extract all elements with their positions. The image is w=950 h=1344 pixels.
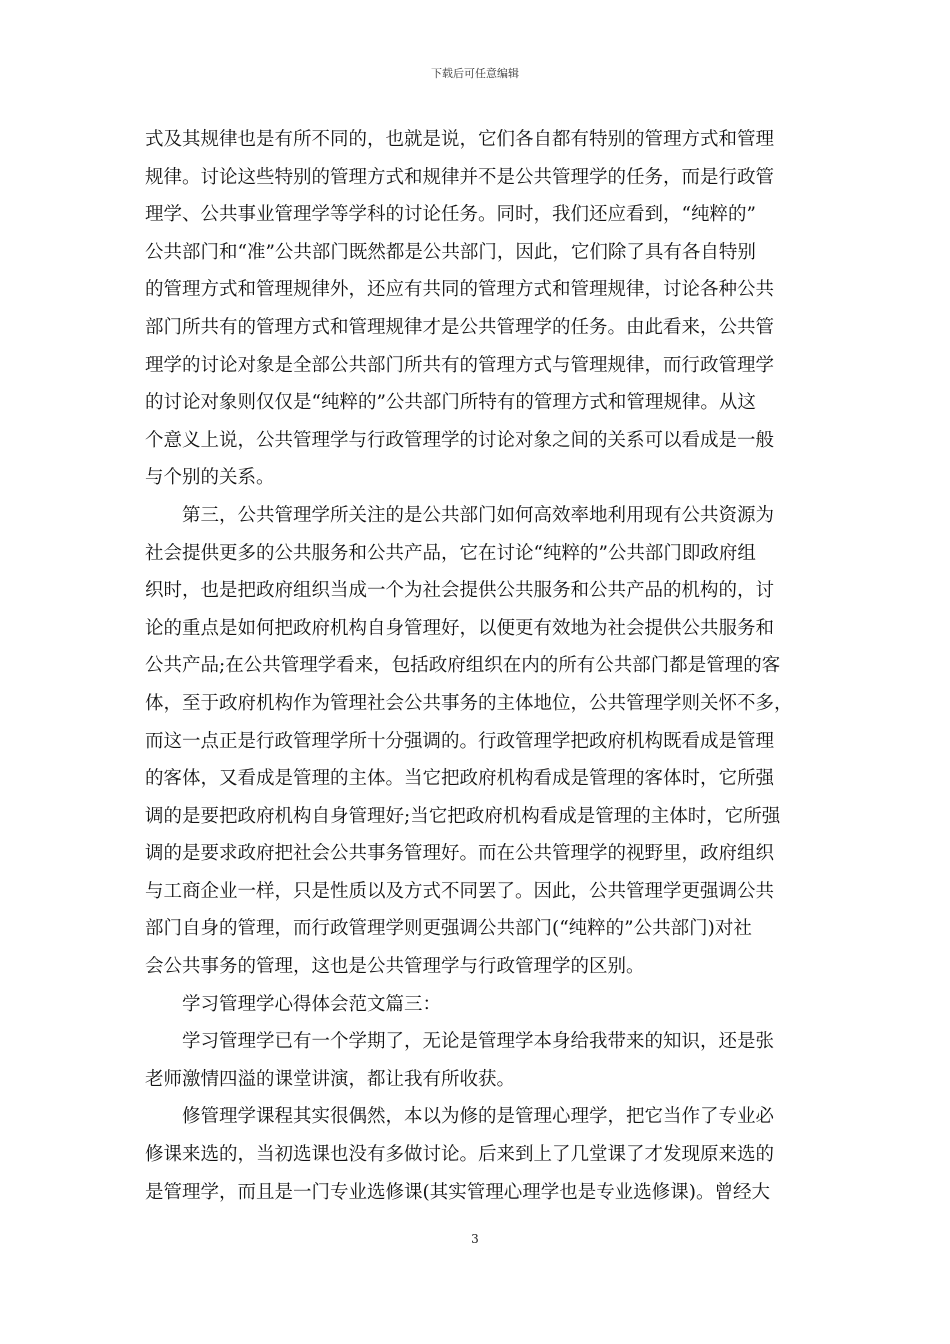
text-line: 而这一点正是行政管理学所十分强调的。行政管理学把政府机构既看成是管理 (145, 730, 775, 752)
text-line: 部门自身的管理，而行政管理学则更强调公共部门(“纯粹的”公共部门)对社 (145, 918, 752, 940)
text-line: 老师激情四溢的课堂讲演，都让我有所收获。 (145, 1068, 516, 1090)
text-line: 部门所共有的管理方式和管理规律才是公共管理学的任务。由此看来，公共管 (145, 316, 775, 338)
text-line: 会公共事务的管理，这也是公共管理学与行政管理学的区别。 (145, 956, 645, 978)
text-line: 与个别的关系。 (145, 467, 275, 489)
text-line: 修课来选的，当初选课也没有多做讨论。后来到上了几堂课了才发现原来选的 (145, 1144, 775, 1166)
section-heading (145, 986, 808, 1024)
text-line: 织时，也是把政府组织当成一个为社会提供公共服务和公共产品的机构的，讨 (145, 580, 775, 602)
text-line: 学习管理学已有一个学期了，无论是管理学本身给我带来的知识，还是张 (182, 1031, 775, 1053)
text-line: 与工商企业一样，只是性质以及方式不同罢了。因此，公共管理学更强调公共 (145, 880, 775, 902)
text-line: 第三，公共管理学所关注的是公共部门如何高效率地利用现有公共资源为 (182, 504, 775, 526)
page-header: 下载后可任意编辑 (431, 67, 519, 80)
text-line: 的管理方式和管理规律外，还应有共同的管理方式和管理规律，讨论各种公共 (145, 279, 775, 301)
text-line: 公共部门和“准”公共部门既然都是公共部门，因此，它们除了具有各自特别 (145, 241, 756, 263)
text-line: 论的重点是如何把政府机构自身管理好，以便更有效地为社会提供公共服务和 (145, 617, 775, 639)
text-line: 社会提供更多的公共服务和公共产品，它在讨论“纯粹的”公共部门即政府组 (145, 542, 756, 564)
text-line: 个意义上说，公共管理学与行政管理学的讨论对象之间的关系可以看成是一般 (145, 429, 775, 451)
page-number: 3 (471, 1232, 479, 1246)
text-line: 公共产品;在公共管理学看来，包括政府组织在内的所有公共部门都是管理的客 (145, 655, 781, 677)
paragraph-1 (145, 121, 808, 497)
text-line: 理学的讨论对象是全部公共部门所共有的管理方式与管理规律，而行政管理学 (145, 354, 775, 376)
text-line: 的客体，又看成是管理的主体。当它把政府机构看成是管理的客体时，它所强 (145, 768, 775, 790)
text-line: 是管理学，而且是一门专业选修课(其实管理心理学也是专业选修课)。曾经大 (145, 1181, 770, 1203)
text-line: 体，至于政府机构作为管理社会公共事务的主体地位，公共管理学则关怀不多， (145, 692, 793, 714)
paragraph-4 (145, 1098, 808, 1211)
text-line: 修管理学课程其实很偶然，本以为修的是管理心理学，把它当作了专业必 (182, 1106, 775, 1128)
text-line: 式及其规律也是有所不同的，也就是说，它们各自都有特别的管理方式和管理 (145, 129, 775, 150)
paragraph-3 (145, 1023, 808, 1098)
text-line: 调的是要把政府机构自身管理好;当它把政府机构看成是管理的主体时，它所强 (145, 805, 781, 827)
text-line: 理学、公共事业管理学等学科的讨论任务。同时，我们还应看到，“纯粹的” (145, 204, 756, 226)
text-line: 的讨论对象则仅仅是“纯粹的”公共部门所特有的管理方式和管理规律。从这 (145, 392, 756, 414)
text-line: 学习管理学心得体会范文篇三： (182, 993, 442, 1015)
document-body (145, 121, 808, 1211)
text-line: 规律。讨论这些特别的管理方式和规律并不是公共管理学的任务，而是行政管 (145, 166, 775, 188)
text-line: 调的是要求政府把社会公共事务管理好。而在公共管理学的视野里，政府组织 (145, 843, 775, 865)
paragraph-2 (145, 497, 808, 986)
